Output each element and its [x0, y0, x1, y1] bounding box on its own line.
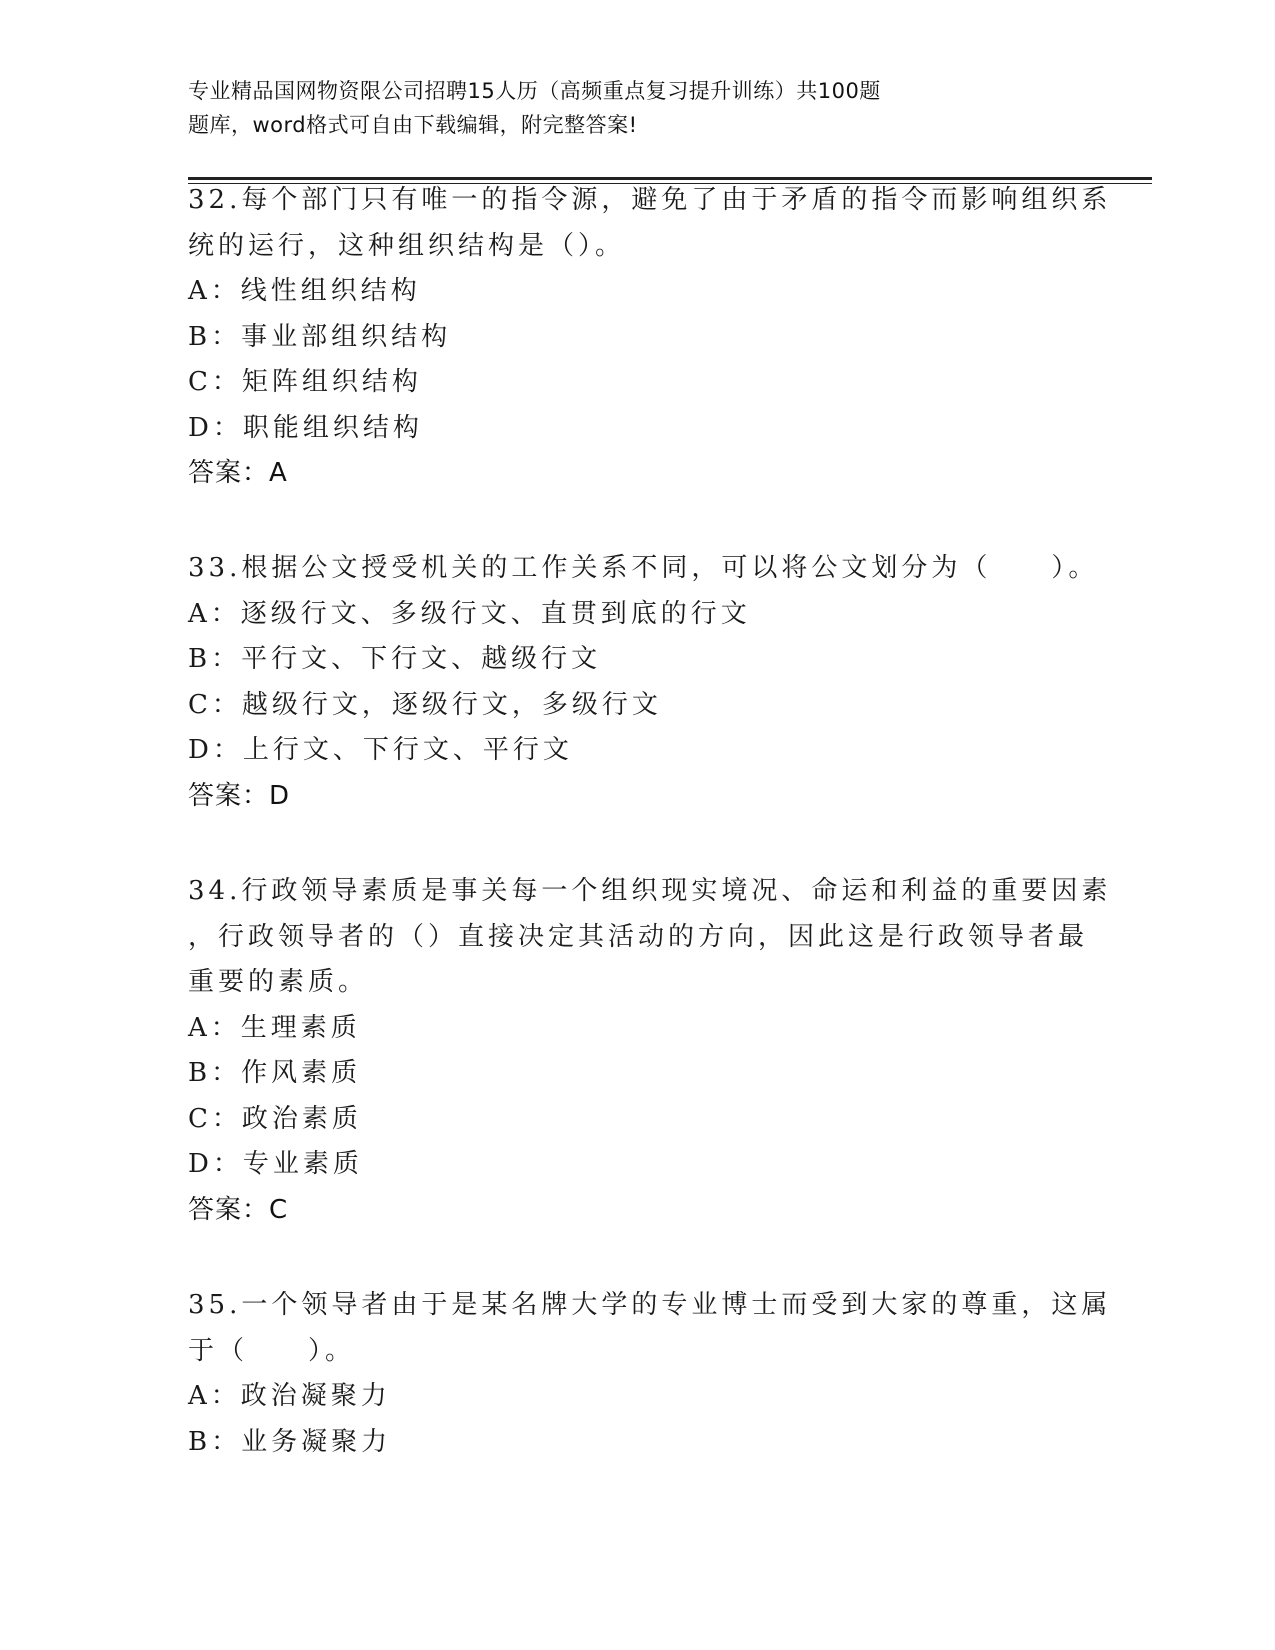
answer-line: 答案：C: [188, 1194, 289, 1225]
question-stem: 于（ ）。: [188, 1335, 356, 1366]
option-d: D：专业素质: [188, 1149, 363, 1179]
question-stem: 35.一个领导者由于是某名牌大学的专业博士而受到大家的尊重，这属: [188, 1290, 1112, 1320]
option-a: A：生理素质: [188, 1012, 361, 1043]
question-33: [188, 546, 1099, 819]
question-stem: 32.每个部门只有唯一的指令源，避免了由于矛盾的指令而影响组织系: [188, 185, 1112, 215]
question-35: [188, 1283, 1112, 1465]
option-a: A：逐级行文、多级行文、直贯到底的行文: [188, 598, 751, 629]
answer-line: 答案：A: [188, 458, 288, 488]
option-b: B：作风素质: [188, 1058, 362, 1088]
option-c: C：政治素质: [188, 1103, 362, 1134]
question-34: [188, 869, 1112, 1233]
document-header: [188, 74, 1088, 142]
header-line-1: 专业精品国网物资限公司招聘15人历（高频重点复习提升训练）共100题: [188, 79, 881, 103]
question-stem: 33.根据公文授受机关的工作关系不同，可以将公文划分为（ ）。: [188, 553, 1099, 583]
question-stem: ，行政领导者的（）直接决定其活动的方向，因此这是行政领导者最: [188, 921, 1089, 952]
question-stem: 重要的素质。: [188, 967, 369, 997]
question-stem: 统的运行，这种组织结构是（）。: [188, 230, 626, 261]
option-b: B：平行文、下行文、越级行文: [188, 644, 602, 674]
option-b: B：业务凝聚力: [188, 1426, 392, 1457]
option-c: C：越级行文，逐级行文，多级行文: [188, 689, 662, 720]
option-a: A：线性组织结构: [188, 276, 421, 306]
answer-line: 答案：D: [188, 780, 291, 811]
option-d: D：上行文、下行文、平行文: [188, 735, 573, 765]
header-line-2: 题库，word格式可自由下载编辑，附完整答案!: [188, 113, 638, 137]
question-32: [188, 178, 1112, 497]
option-a: A：政治凝聚力: [188, 1381, 391, 1411]
question-stem: 34.行政领导素质是事关每一个组织现实境况、命运和利益的重要因素: [188, 876, 1112, 906]
option-b: B：事业部组织结构: [188, 321, 452, 352]
option-d: D：职能组织结构: [188, 412, 423, 443]
option-c: C：矩阵组织结构: [188, 367, 422, 397]
